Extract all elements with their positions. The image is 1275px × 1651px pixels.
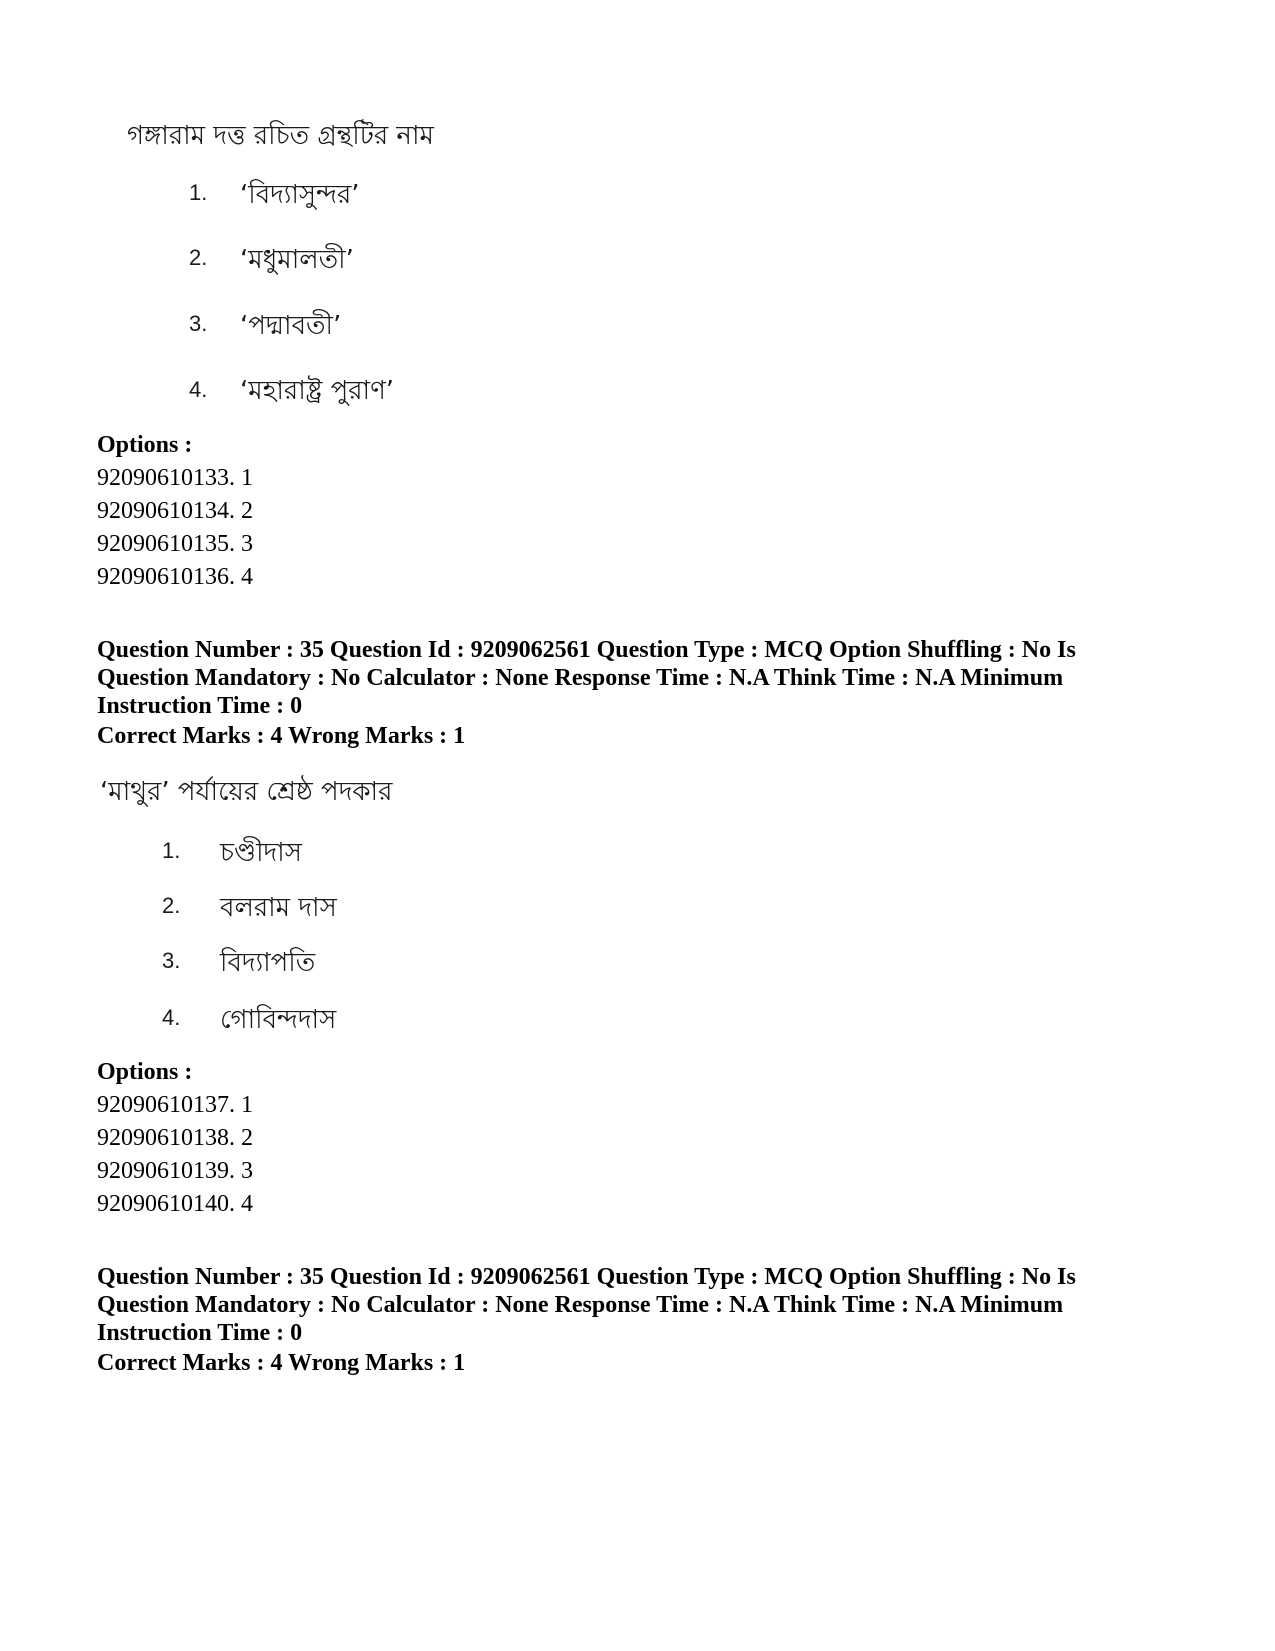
- question-2-choice-1-number: 1.: [162, 838, 181, 863]
- question-meta-line: Question Mandatory : No Calculator : None Response Time : N.A Think Time : N.A Minimum: [97, 1292, 1064, 1318]
- option-line: 92090610133. 1: [97, 465, 253, 491]
- option-line: 92090610135. 3: [97, 531, 253, 557]
- option-line: 92090610134. 2: [97, 498, 253, 524]
- question-1-choice-1-number: 1.: [189, 180, 208, 205]
- question-2-text: ‘মাথুর’ পর্যায়ের শ্রেষ্ঠ পদকার: [100, 777, 393, 807]
- question-1-choice-3-number: 3.: [189, 311, 208, 336]
- question-meta-line: Instruction Time : 0: [97, 1320, 303, 1346]
- question-1-choice-4-number: 4.: [189, 377, 208, 402]
- option-line: 92090610140. 4: [97, 1191, 253, 1217]
- question-1-choice-2-number: 2.: [189, 245, 208, 270]
- question-2-choice-4-text: গোবিন্দদাস: [220, 1005, 337, 1035]
- marks-line-2: Correct Marks : 4 Wrong Marks : 1: [97, 1350, 466, 1376]
- option-line: 92090610137. 1: [97, 1092, 253, 1118]
- question-meta-line: Question Mandatory : No Calculator : None Response Time : N.A Think Time : N.A Minimum: [97, 665, 1064, 691]
- question-meta-1: [97, 636, 1137, 720]
- question-meta-line: Instruction Time : 0: [97, 693, 303, 719]
- question-meta-line: Question Number : 35 Question Id : 9209062561 Question Type : MCQ Option Shuffling : No Is: [97, 1264, 1076, 1290]
- question-1-text: গঙ্গারাম দত্ত রচিত গ্রন্থটির নাম: [127, 121, 434, 151]
- options-heading-1: Options :: [97, 432, 193, 458]
- question-meta-2: [97, 1263, 1137, 1347]
- question-2-choice-1-text: চণ্ডীদাস: [220, 838, 302, 868]
- option-line: 92090610138. 2: [97, 1125, 253, 1151]
- question-2-choice-3-number: 3.: [162, 948, 181, 973]
- question-1-choice-2-text: ‘মধুমালতী’: [240, 245, 354, 275]
- question-meta-line: Question Number : 35 Question Id : 9209062561 Question Type : MCQ Option Shuffling : No Is: [97, 637, 1076, 663]
- question-2-choice-2-text: বলরাম দাস: [220, 893, 337, 923]
- question-1-choice-4-text: ‘মহারাষ্ট্র পুরাণ’: [240, 376, 395, 406]
- options-heading-2: Options :: [97, 1059, 193, 1085]
- marks-line-1: Correct Marks : 4 Wrong Marks : 1: [97, 723, 466, 749]
- option-line: 92090610139. 3: [97, 1158, 253, 1184]
- question-2-choice-3-text: বিদ্যাপতি: [220, 948, 316, 978]
- question-1-choice-1-text: ‘বিদ্যাসুন্দর’: [240, 180, 360, 210]
- question-2-choice-2-number: 2.: [162, 893, 181, 918]
- option-line: 92090610136. 4: [97, 564, 253, 590]
- question-1-choice-3-text: ‘পদ্মাবতী’: [240, 311, 342, 341]
- question-2-choice-4-number: 4.: [162, 1005, 181, 1030]
